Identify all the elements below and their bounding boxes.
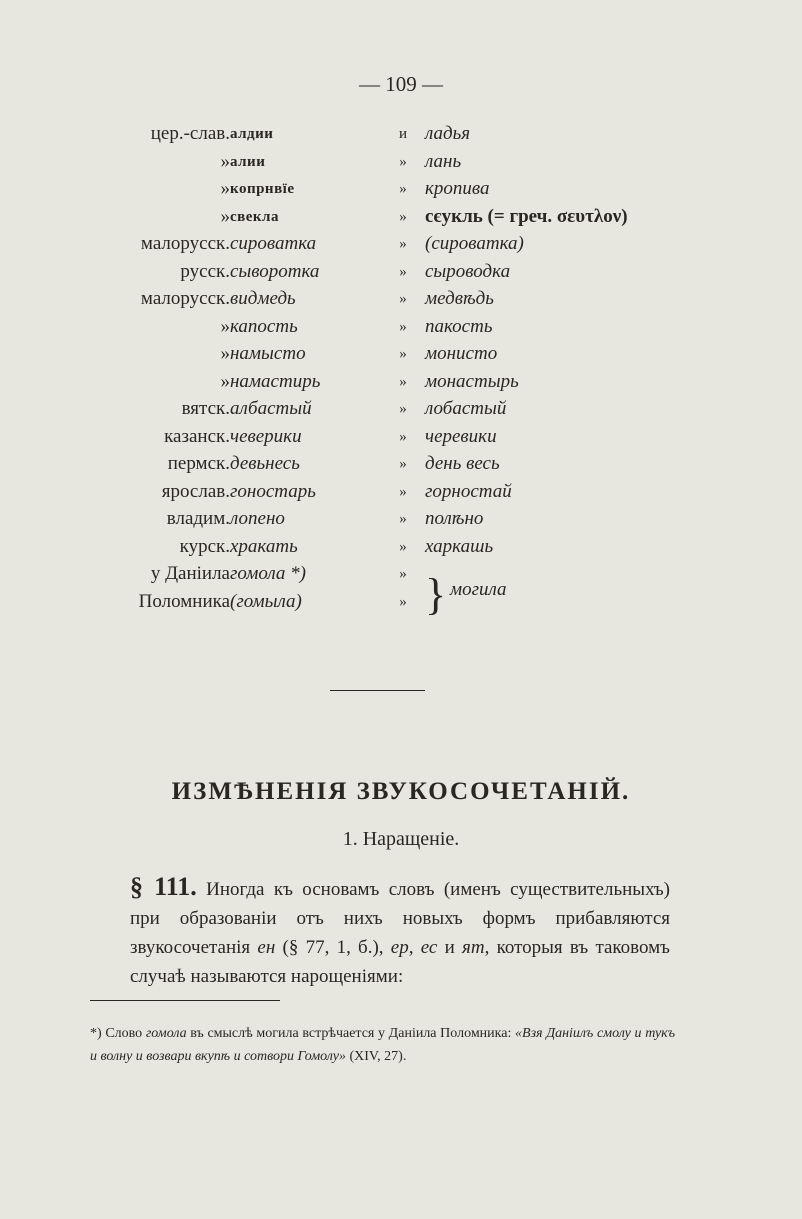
row-lang: у Данiила bbox=[150, 563, 230, 584]
row-equivalent: лань bbox=[425, 150, 462, 172]
suffix-er: ер bbox=[390, 937, 409, 958]
row-lang: владим. bbox=[166, 508, 230, 529]
footnote-text-1: *) Слово bbox=[90, 1026, 146, 1041]
row-word: сироватка bbox=[230, 233, 317, 254]
paragraph bbox=[130, 872, 670, 991]
row-marker: » bbox=[399, 291, 407, 307]
page-number: — 109 — bbox=[359, 72, 443, 96]
table-row bbox=[0, 533, 802, 561]
row-equivalent: сыроводка bbox=[425, 260, 511, 282]
row-marker: » bbox=[399, 538, 407, 555]
row-equivalent: ладья bbox=[425, 123, 471, 144]
row-lang: малорусск. bbox=[140, 233, 230, 254]
paragraph-text-5: , которыя въ таковомъ случаѣ называются нарощенiями: bbox=[130, 937, 671, 987]
row-equivalent: сєукль (= греч. σευτλον) bbox=[425, 205, 628, 227]
row-word: хракать bbox=[230, 535, 298, 557]
row-equivalent: (сироватка) bbox=[425, 233, 524, 254]
table-row bbox=[0, 423, 802, 451]
row-marker: » bbox=[399, 208, 407, 225]
row-word: гоностарь bbox=[230, 480, 316, 502]
row-word: свекла bbox=[230, 208, 279, 225]
table-row bbox=[0, 478, 802, 506]
table-row bbox=[0, 285, 802, 313]
brace-word: могила bbox=[450, 579, 507, 600]
row-marker: » bbox=[399, 593, 407, 610]
row-marker: » bbox=[399, 511, 407, 527]
table-row bbox=[0, 148, 802, 176]
row-lang: » bbox=[220, 205, 230, 227]
section-title: ИЗМѢНЕНIЯ ЗВУКОСОЧЕТАНIЙ. bbox=[171, 778, 631, 805]
row-marker: » bbox=[399, 566, 407, 582]
row-lang: ярослав. bbox=[161, 480, 230, 502]
table-row bbox=[0, 258, 802, 286]
row-marker: » bbox=[399, 181, 407, 197]
row-equivalent: горностай bbox=[425, 480, 512, 502]
table-row bbox=[0, 588, 802, 616]
footnote bbox=[90, 1022, 675, 1068]
row-marker: » bbox=[399, 401, 407, 417]
row-word: намастирь bbox=[230, 370, 321, 392]
row-word: алдии bbox=[230, 126, 274, 142]
row-lang: » bbox=[220, 343, 230, 364]
row-marker: » bbox=[399, 153, 407, 170]
table-row bbox=[0, 505, 802, 533]
paragraph-text-4: и bbox=[437, 937, 463, 958]
table-row bbox=[0, 450, 802, 478]
row-marker: » bbox=[399, 456, 407, 472]
row-equivalent: пакость bbox=[425, 315, 493, 337]
row-equivalent: день весь bbox=[425, 453, 500, 474]
row-word: намысто bbox=[230, 343, 306, 364]
section-divider bbox=[330, 690, 425, 691]
table-row bbox=[0, 313, 802, 341]
row-marker: » bbox=[399, 483, 407, 500]
row-word: алии bbox=[230, 153, 266, 170]
row-word: лопено bbox=[230, 508, 285, 529]
footnote-text-2: въ смыслѣ могила встрѣчается у Данiила Поломника: bbox=[186, 1026, 516, 1041]
row-lang: » bbox=[220, 370, 230, 392]
row-equivalent: лобастый bbox=[425, 398, 507, 419]
row-equivalent: медвѣдь bbox=[425, 288, 494, 309]
paragraph-number: § 111. bbox=[130, 872, 197, 901]
footnote-divider bbox=[90, 1000, 280, 1001]
row-equivalent: полѣно bbox=[425, 508, 484, 529]
row-marker: » bbox=[399, 373, 407, 390]
row-word: чеверики bbox=[230, 425, 302, 447]
footnote-text-3: (XIV, 27). bbox=[345, 1049, 407, 1064]
row-equivalent: харкашь bbox=[425, 535, 494, 557]
row-lang: вятск. bbox=[181, 398, 230, 419]
row-lang: » bbox=[220, 150, 230, 172]
row-lang: русск. bbox=[180, 260, 230, 282]
suffix-en: ен bbox=[257, 937, 276, 958]
row-lang: пермск. bbox=[167, 453, 230, 474]
row-marker: » bbox=[399, 346, 407, 362]
table-row bbox=[0, 230, 802, 258]
paragraph-text-2: (§ 77, 1, б.), bbox=[275, 937, 391, 958]
row-lang: » bbox=[220, 315, 230, 337]
row-equivalent: монисто bbox=[425, 343, 498, 364]
row-lang: Поломника bbox=[138, 590, 230, 612]
footnote-quote: «Взя Данiилъ смолу и тукъ и волну и возвари вкупѣ и сотвори Гомолу» bbox=[90, 1026, 675, 1064]
table-row bbox=[0, 560, 802, 588]
row-word: албастый bbox=[230, 398, 312, 419]
row-lang: казанск. bbox=[164, 425, 230, 447]
table-row bbox=[0, 203, 802, 231]
row-equivalent: кропива bbox=[425, 178, 490, 199]
row-marker: » bbox=[399, 236, 407, 252]
row-marker: » bbox=[399, 318, 407, 335]
row-word: девьнесь bbox=[230, 453, 300, 474]
table-row bbox=[0, 340, 802, 368]
table-row bbox=[0, 120, 802, 148]
row-word: видмедь bbox=[230, 288, 296, 309]
subsection-title: 1. Наращенiе. bbox=[342, 828, 460, 850]
table-row bbox=[0, 175, 802, 203]
row-marker: » bbox=[399, 263, 407, 280]
table-row bbox=[0, 395, 802, 423]
footnote-word: гомола bbox=[145, 1026, 187, 1041]
row-equivalent: черевики bbox=[425, 425, 497, 447]
row-word: гомола *) bbox=[230, 563, 306, 584]
row-equivalent: монастырь bbox=[425, 370, 519, 392]
row-word: (гомыла) bbox=[230, 590, 302, 612]
table-row bbox=[0, 368, 802, 396]
row-lang: малорусск. bbox=[140, 288, 230, 309]
row-word: сыворотка bbox=[230, 260, 320, 282]
brace-symbol: } bbox=[425, 570, 447, 619]
paragraph-text-1: Иногда къ основамъ словъ (именъ существительныхъ) при образованiи отъ нихъ новыхъ формъ прибавляются звукосочетанiя bbox=[130, 879, 670, 958]
row-lang: курск. bbox=[179, 535, 230, 557]
suffix-es: ес bbox=[420, 937, 438, 958]
suffix-yat: ят bbox=[462, 937, 485, 958]
row-word: капость bbox=[230, 315, 298, 337]
paragraph-text-3: , bbox=[408, 937, 421, 958]
row-marker: » bbox=[399, 428, 407, 445]
row-word: копрнвїе bbox=[230, 181, 295, 197]
row-lang: » bbox=[220, 178, 230, 199]
row-lang: цер.-слав. bbox=[150, 123, 230, 144]
row-marker: и bbox=[398, 126, 408, 142]
